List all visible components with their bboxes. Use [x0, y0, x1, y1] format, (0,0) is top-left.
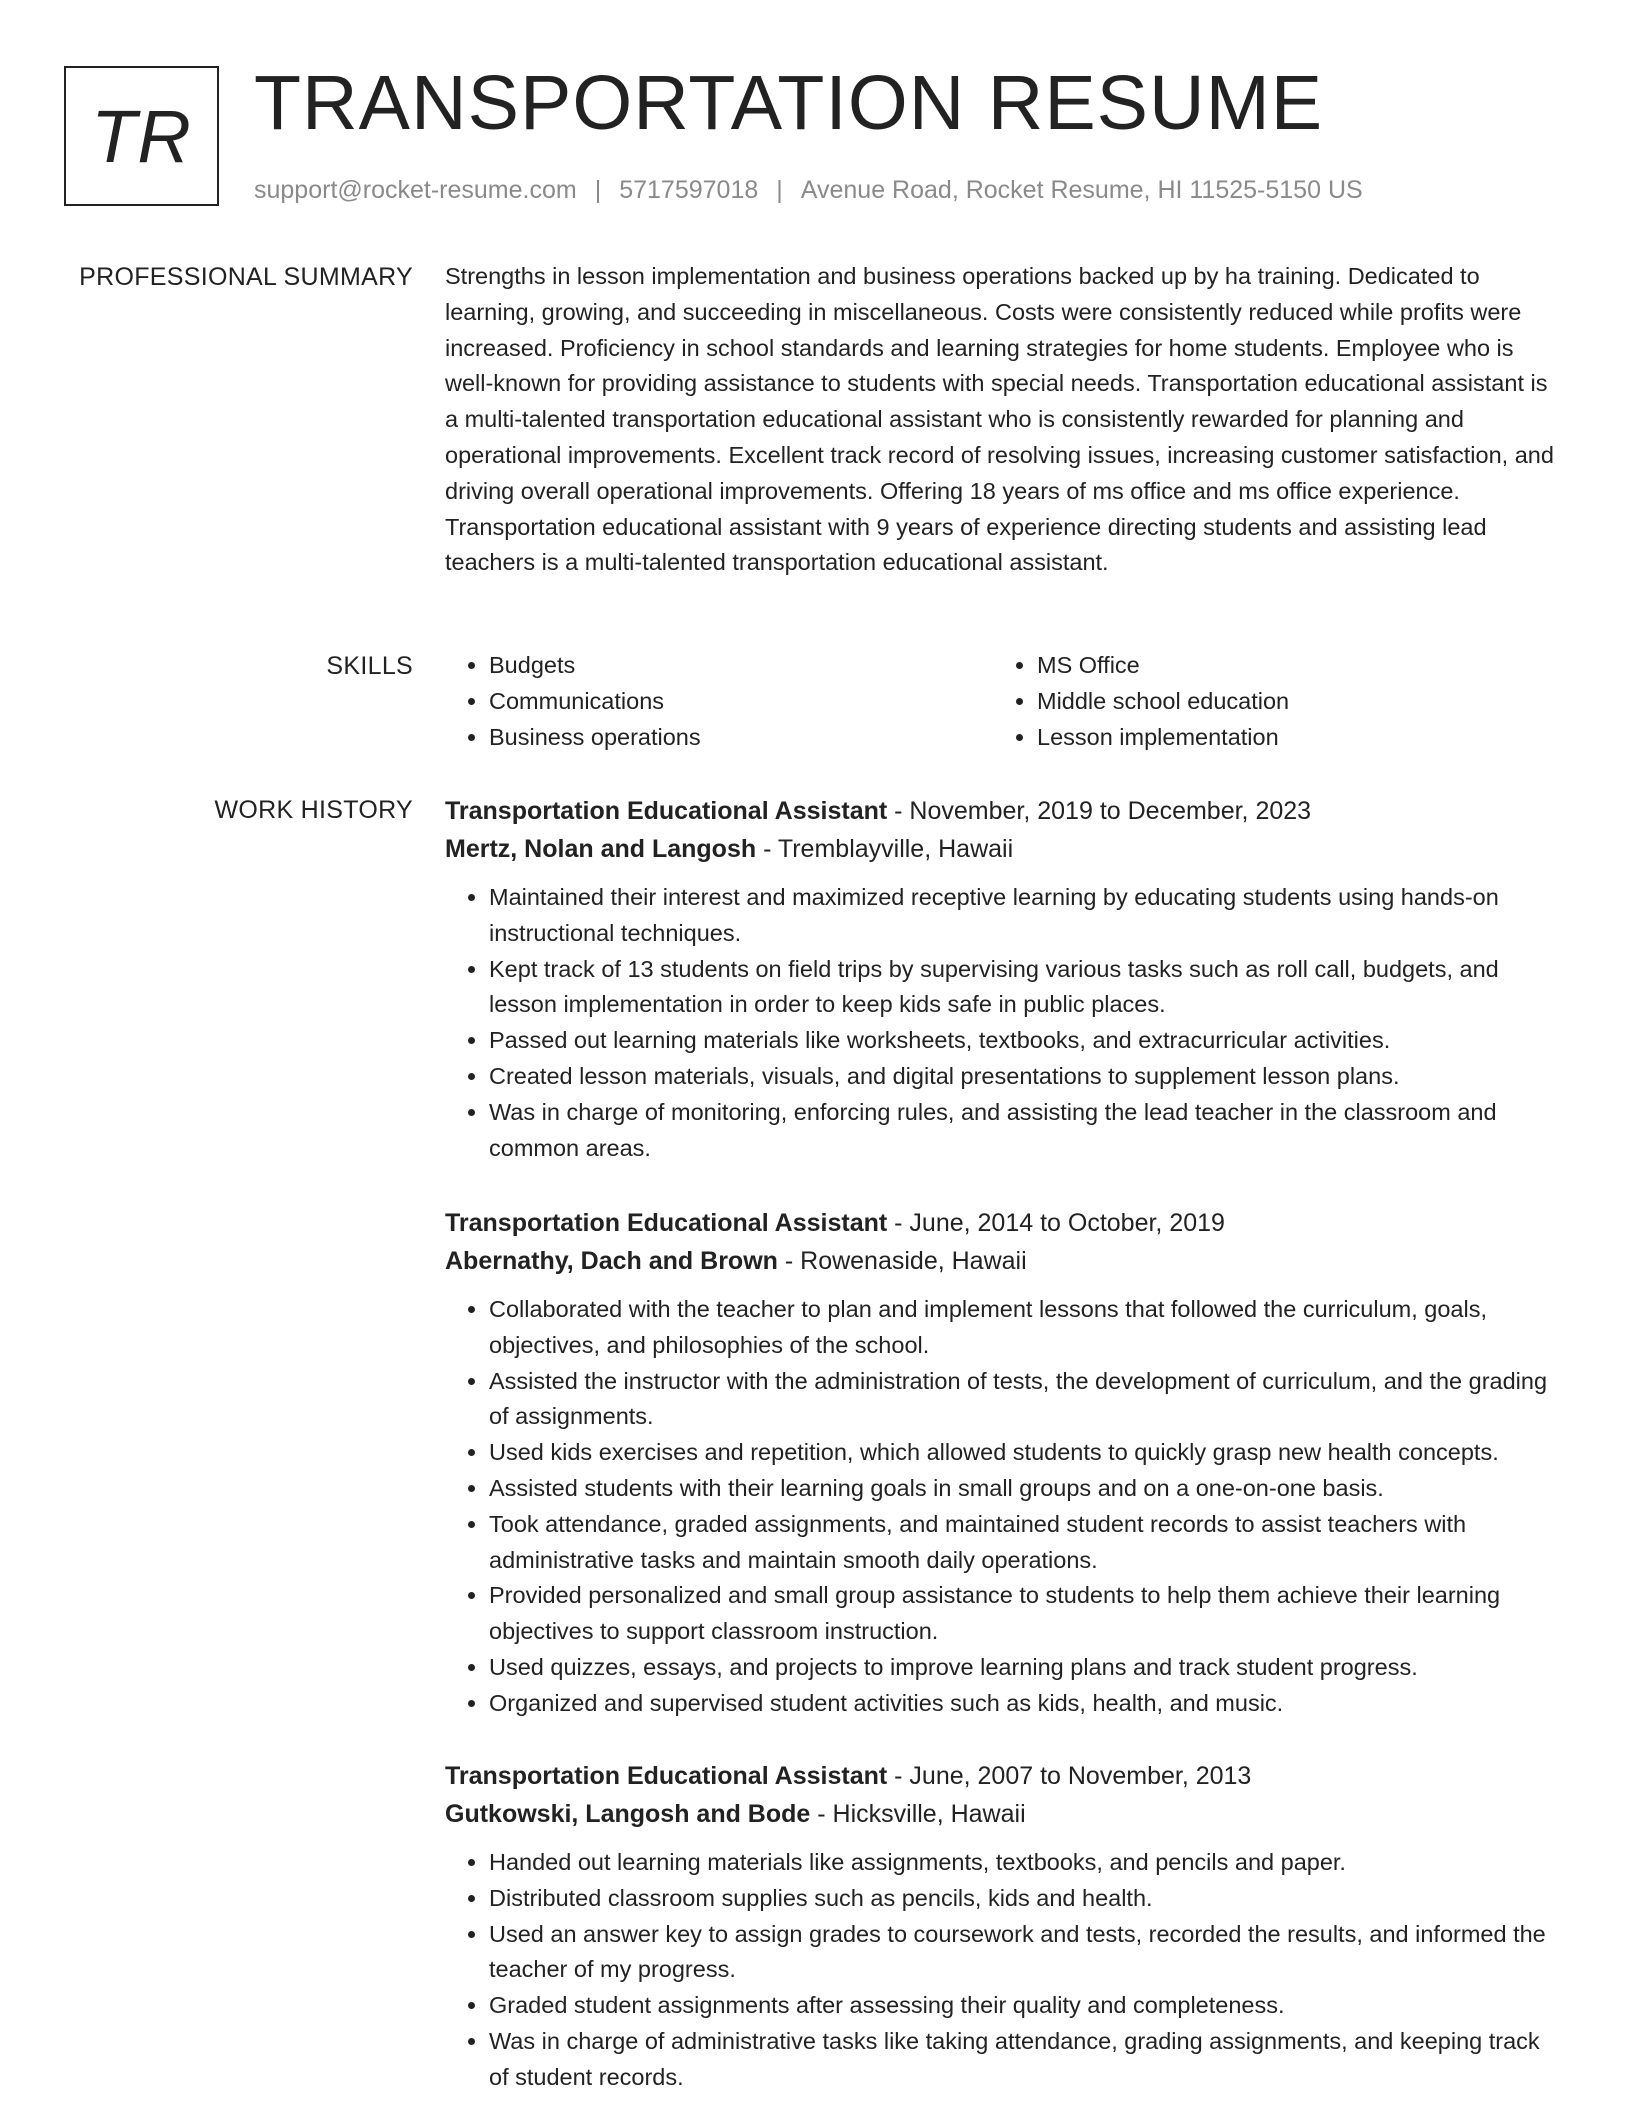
- job-bullet-list: [445, 880, 1557, 1166]
- job-bullet: • Used an answer key to assign grades to coursework and tests, recorded the results, and informed the teacher of my progress.: [489, 1917, 1557, 1989]
- job-title: Transportation Educational Assistant: [445, 1762, 888, 1790]
- job-company: Mertz, Nolan and Langosh: [445, 835, 757, 863]
- job-bullet: • Was in charge of monitoring, enforcing rules, and assisting the lead teacher in the classroom and common areas.: [489, 1095, 1557, 1167]
- job-company-line: [445, 830, 1557, 868]
- job-bullet: • Organized and supervised student activities such as kids, health, and music.: [489, 1686, 1557, 1722]
- skills-column-left: [445, 648, 993, 755]
- job-bullet: • Provided personalized and small group assistance to students to help them achieve their learning objectives to support classroom instruction.: [489, 1578, 1557, 1650]
- contact-separator: |: [594, 176, 602, 204]
- skill-item: • MS Office: [1037, 648, 1541, 684]
- contact-line: [254, 174, 1363, 206]
- skill-item: • Business operations: [489, 720, 993, 756]
- job-company-line: [445, 1242, 1557, 1280]
- job-title: Transportation Educational Assistant: [445, 1209, 888, 1237]
- job-bullet: • Handed out learning materials like assignments, textbooks, and pencils and paper.: [489, 1845, 1557, 1881]
- skills-grid: [445, 648, 1557, 755]
- job-bullet: • Was in charge of administrative tasks like taking attendance, grading assignments, and keeping track of student records.: [489, 2024, 1557, 2096]
- resume-title: TRANSPORTATION RESUME: [254, 60, 1324, 146]
- section-label-work-history: WORK HISTORY: [214, 796, 413, 824]
- job-bullet-list: [445, 1845, 1557, 2096]
- job-bullet: • Distributed classroom supplies such as pencils, kids and health.: [489, 1881, 1557, 1917]
- summary-text: Strengths in lesson implementation and business operations backed up by ha training. Dedicated to learning, growing, and succeeding in miscellaneous. Costs were consistently reduced while profits were increased. Proficiency in school standards and learning strategies for home students. Employee who is well-known for providing assistance to students with special needs. Transportation educational assistant is a multi-talented transportation educational assistant who is consistently rewarded for planning and operational improvements. Excellent track record of resolving issues, increasing customer satisfaction, and driving overall operational improvements. Offering 18 years of ms office and ms office experience. Transportation educational assistant with 9 years of experience directing students and assisting lead teachers is a multi-talented transportation educational assistant.: [445, 263, 1554, 576]
- job-entry: [445, 1204, 1557, 1722]
- section-label-summary: PROFESSIONAL SUMMARY: [79, 263, 413, 291]
- job-company-line: [445, 1795, 1557, 1833]
- job-bullet: • Assisted students with their learning goals in small groups and on a one-on-one basis.: [489, 1471, 1557, 1507]
- job-bullet: • Maintained their interest and maximized receptive learning by educating students using hands-on instructional techniques.: [489, 880, 1557, 952]
- job-dates: - June, 2007 to November, 2013: [887, 1762, 1252, 1790]
- summary-body: [445, 259, 1557, 581]
- job-title-line: [445, 1757, 1557, 1795]
- contact-separator: |: [776, 176, 783, 204]
- job-bullet-list: [445, 1292, 1557, 1722]
- job-entry: [445, 792, 1557, 1166]
- job-company: Abernathy, Dach and Brown: [445, 1247, 778, 1275]
- skill-item: • Communications: [489, 684, 993, 720]
- job-location: - Tremblayville, Hawaii: [756, 835, 1014, 863]
- job-company: Gutkowski, Langosh and Bode: [445, 1800, 811, 1828]
- job-bullet: • Kept track of 13 students on field trips by supervising various tasks such as roll call, budgets, and lesson implementation in order to keep kids safe in public places.: [489, 952, 1557, 1024]
- job-location: - Rowenaside, Hawaii: [777, 1247, 1027, 1275]
- skill-item: • Lesson implementation: [1037, 720, 1541, 756]
- job-bullet: • Created lesson materials, visuals, and digital presentations to supplement lesson plans.: [489, 1059, 1557, 1095]
- section-label-skills: SKILLS: [326, 652, 413, 680]
- skill-item: • Middle school education: [1037, 684, 1541, 720]
- job-location: - Hicksville, Hawaii: [810, 1800, 1026, 1828]
- job-bullet: • Assisted the instructor with the administration of tests, the development of curriculum, and the grading of assignments.: [489, 1364, 1557, 1436]
- job-dates: - November, 2019 to December, 2023: [887, 797, 1312, 825]
- contact-phone[interactable]: 5717597018: [619, 176, 759, 204]
- job-title-line: [445, 792, 1557, 830]
- job-dates: - June, 2014 to October, 2019: [887, 1209, 1225, 1237]
- job-bullet: • Collaborated with the teacher to plan and implement lessons that followed the curriculum, goals, objectives, and philosophies of the school.: [489, 1292, 1557, 1364]
- job-bullet: • Took attendance, graded assignments, and maintained student records to assist teachers with administrative tasks and maintain smooth daily operations.: [489, 1507, 1557, 1579]
- job-bullet: • Passed out learning materials like worksheets, textbooks, and extracurricular activities.: [489, 1023, 1557, 1059]
- job-entry: [445, 1757, 1557, 2096]
- job-bullet: • Used kids exercises and repetition, which allowed students to quickly grasp new health concepts.: [489, 1435, 1557, 1471]
- skills-body: [445, 648, 1557, 755]
- job-bullet: • Graded student assignments after assessing their quality and completeness.: [489, 1988, 1557, 2024]
- job-title-line: [445, 1204, 1557, 1242]
- contact-address: Avenue Road, Rocket Resume, HI 11525-5150 US: [800, 176, 1363, 204]
- skill-item: • Budgets: [489, 648, 993, 684]
- monogram-logo: TR: [64, 66, 219, 206]
- job-bullet: • Used quizzes, essays, and projects to improve learning plans and track student progress.: [489, 1650, 1557, 1686]
- contact-email[interactable]: support@rocket-resume.com: [254, 176, 577, 204]
- skills-column-right: [993, 648, 1541, 755]
- job-title: Transportation Educational Assistant: [445, 797, 888, 825]
